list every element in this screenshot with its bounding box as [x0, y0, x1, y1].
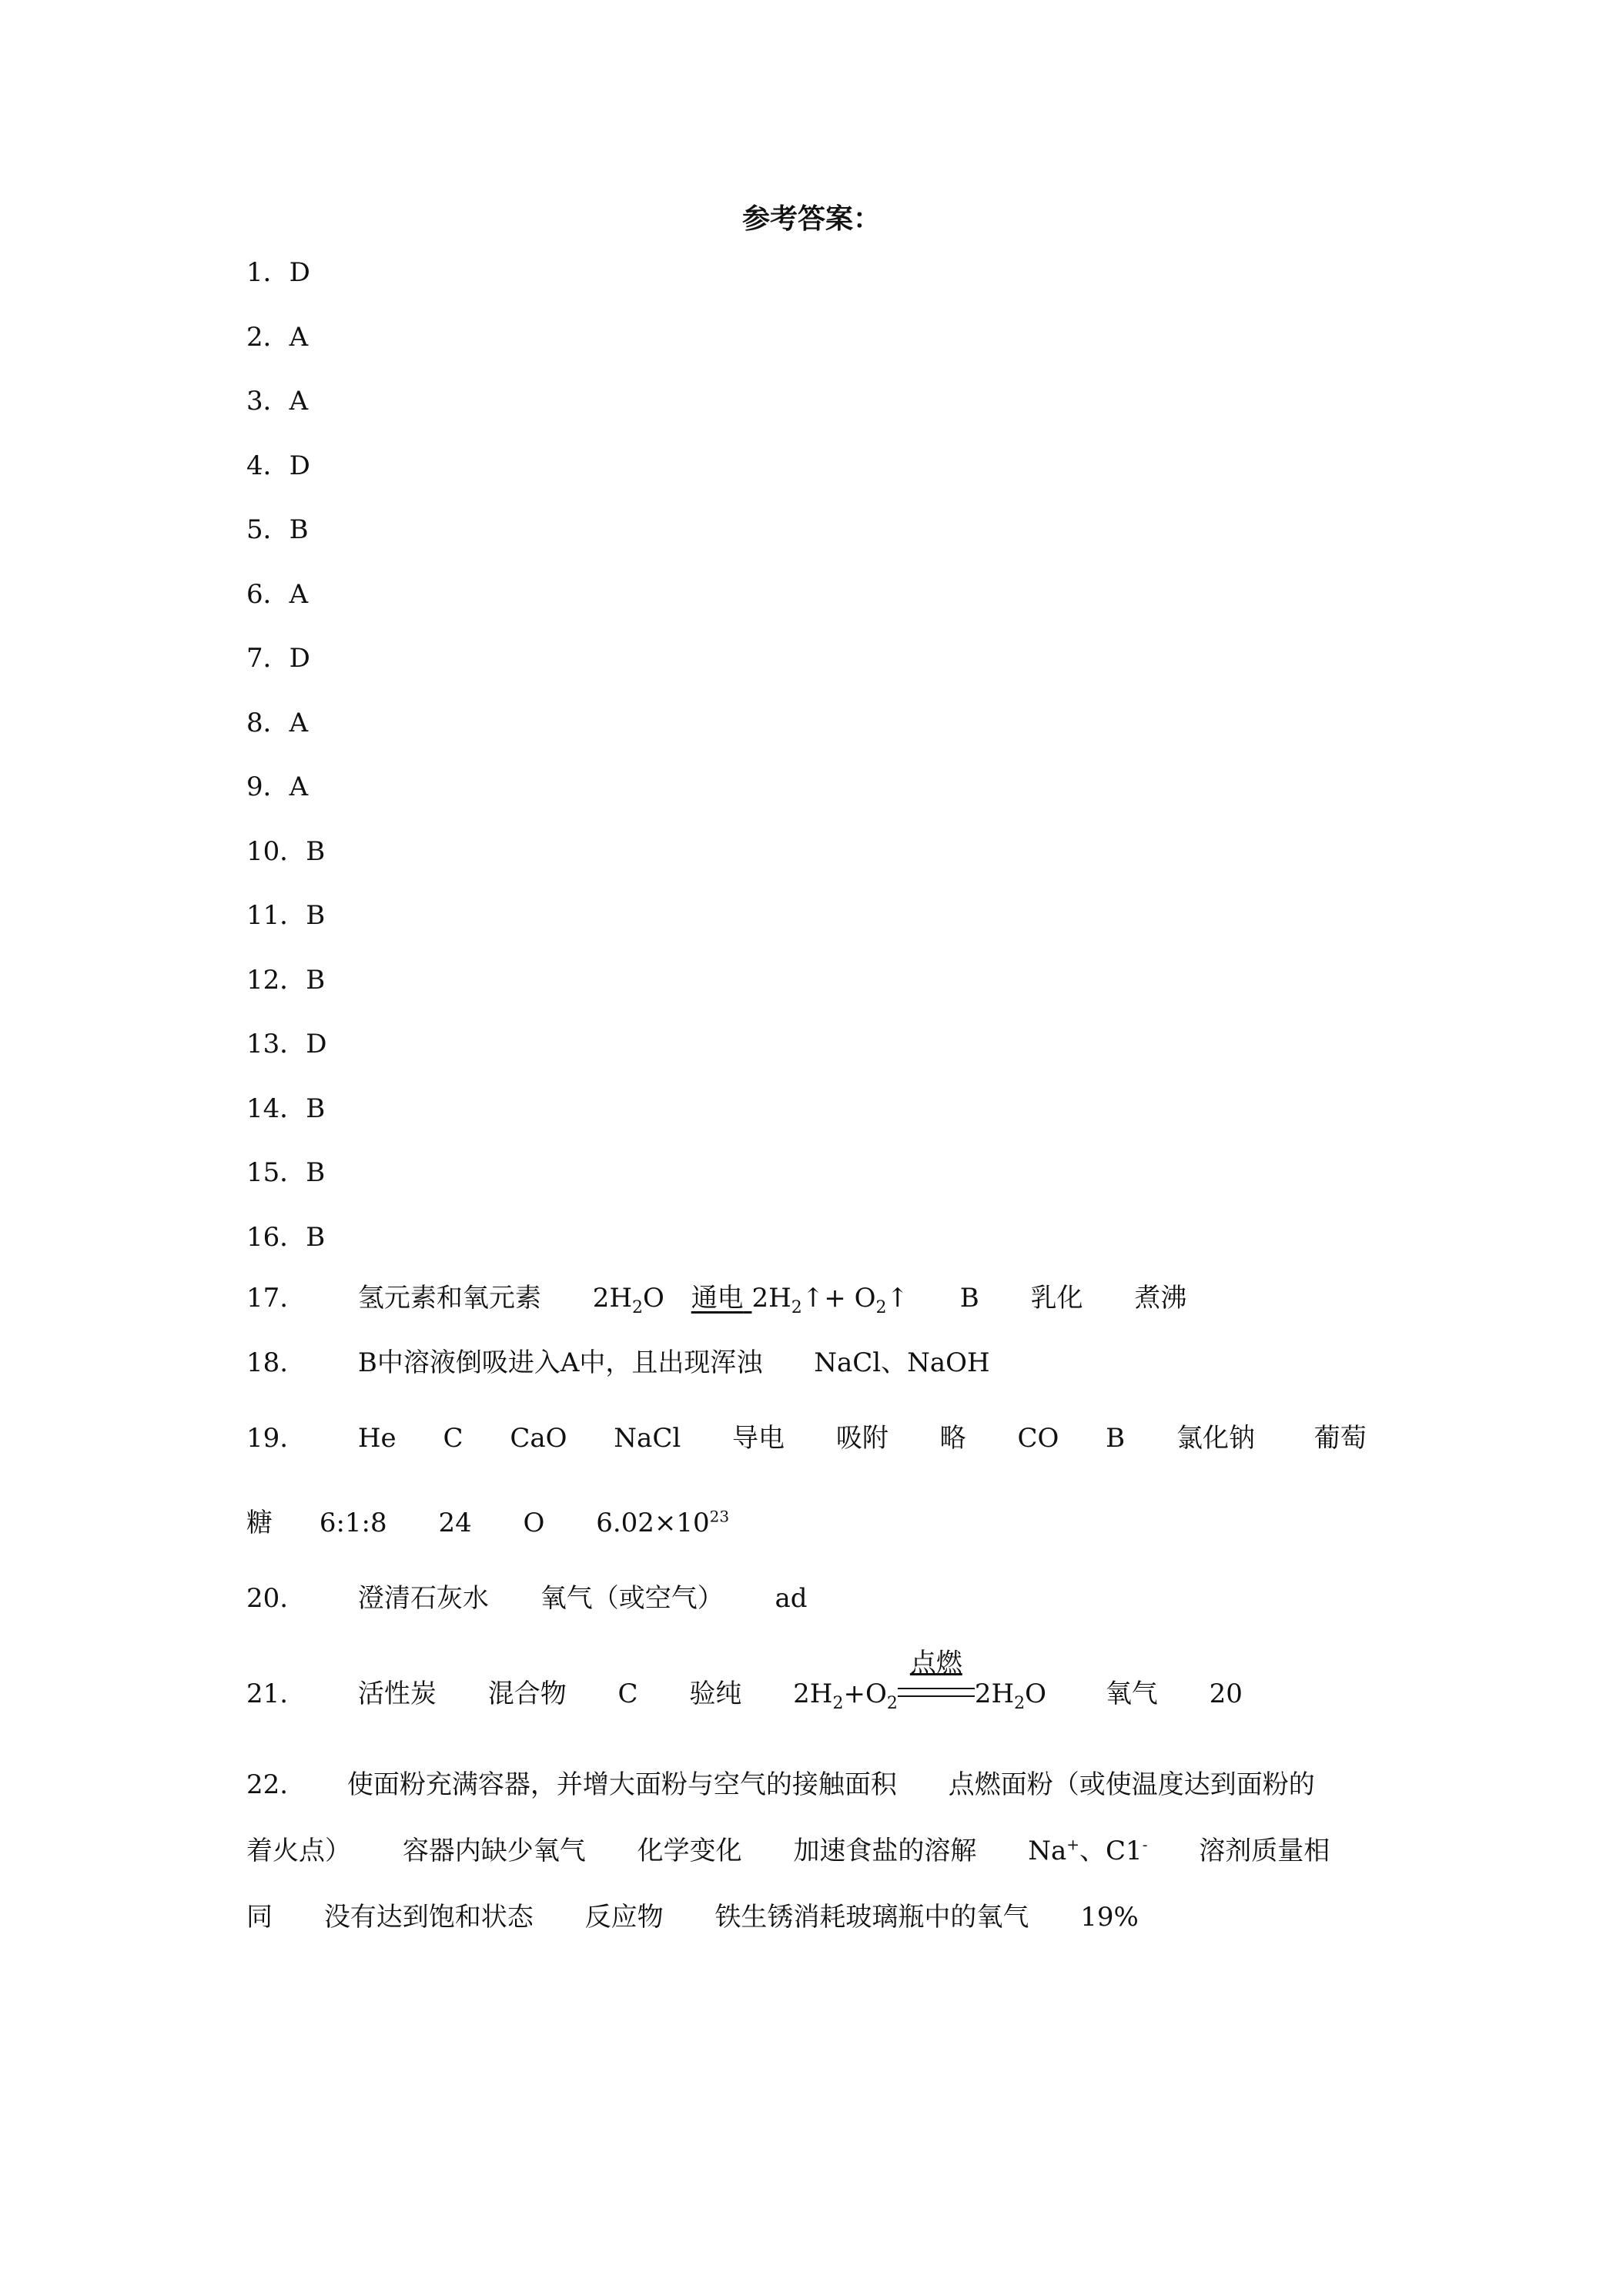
answer-item [246, 383, 308, 420]
answer-text: ad [775, 1583, 808, 1614]
answer-choice: D [289, 450, 310, 481]
question-number: 15． [246, 1157, 306, 1188]
question-number: 10． [246, 836, 306, 867]
question-number: 18. [246, 1347, 289, 1378]
answer-item [246, 1090, 325, 1127]
answer-item [246, 768, 308, 805]
answer-text: B [1106, 1423, 1126, 1454]
answer-choice: A [289, 322, 309, 353]
answer-19 [246, 1420, 1367, 1457]
answer-text: CO [1017, 1423, 1059, 1454]
answer-choice: D [289, 257, 310, 288]
question-number: 12． [246, 965, 306, 996]
answer-text: B [959, 1283, 979, 1314]
page-title: 参考答案： [741, 202, 881, 235]
question-number: 7． [246, 643, 289, 674]
answer-choice: D [289, 643, 310, 674]
answer-text: 20 [1209, 1678, 1243, 1709]
answer-text: 吸附 [835, 1423, 888, 1454]
answer-choice: B [306, 836, 326, 867]
answer-text: He [357, 1423, 397, 1454]
answer-text: 氧气 [1105, 1678, 1158, 1709]
answer-text: 略 [939, 1423, 966, 1454]
answer-text: NaCl [614, 1423, 681, 1454]
answer-text: 同 [246, 1902, 273, 1933]
answer-text: 19% [1080, 1902, 1139, 1933]
answer-item [246, 511, 309, 548]
question-number: 5． [246, 514, 289, 545]
answer-text: 氯化钠 [1176, 1423, 1255, 1454]
answer-text: C [443, 1423, 463, 1454]
answer-text: NaCl、NaOH [814, 1347, 990, 1378]
answer-text: 乳化 [1030, 1283, 1083, 1314]
answer-text: 糖 [246, 1508, 273, 1538]
answer-text: 着火点） [246, 1836, 351, 1866]
answer-text: 点燃面粉（或使温度达到面粉的 [948, 1769, 1315, 1800]
answer-text: 验纯 [689, 1678, 742, 1709]
answer-text: 澄清石灰水 [357, 1583, 489, 1614]
question-number: 22. [246, 1769, 289, 1800]
question-number: 21. [246, 1678, 289, 1709]
answer-22-continued [246, 1832, 1330, 1869]
answer-choice: B [306, 1157, 326, 1188]
answer-18 [246, 1344, 990, 1381]
answer-text: 煮沸 [1134, 1283, 1187, 1314]
answer-item [246, 319, 308, 356]
answer-choice: A [289, 579, 309, 610]
answer-choice: B [306, 965, 326, 996]
answer-choice: B [289, 514, 309, 545]
question-number: 8． [246, 708, 289, 738]
question-number: 13． [246, 1029, 306, 1059]
answer-item [246, 1154, 325, 1191]
answer-item [246, 640, 310, 677]
answer-text: 导电 [732, 1423, 785, 1454]
answer-choice: D [306, 1029, 327, 1059]
answer-text: 氧气（或空气） [540, 1583, 724, 1614]
answer-text: 没有达到饱和状态 [323, 1902, 534, 1933]
question-number: 19. [246, 1423, 289, 1454]
answer-text: 6:1:8 [319, 1508, 387, 1538]
answer-choice: A [289, 386, 309, 417]
answer-item [246, 1219, 325, 1256]
question-number: 4． [246, 450, 289, 481]
answer-text: 活性炭 [357, 1678, 437, 1709]
answer-text: 氢元素和氧元素 [357, 1283, 541, 1314]
answer-22-continued [246, 1899, 1139, 1936]
answer-text: O [523, 1508, 545, 1538]
answer-choice: B [306, 1093, 326, 1124]
answer-text: C [617, 1678, 638, 1709]
question-number: 17. [246, 1283, 289, 1314]
answer-choice: B [306, 900, 326, 931]
answer-item [246, 1026, 327, 1063]
question-number: 3． [246, 386, 289, 417]
answer-text: 容器内缺少氧气 [402, 1836, 586, 1866]
chemical-equation: $2H_2O$ 通电 $2H_2↑+$ $O_2↑$ [592, 1283, 909, 1317]
answer-choice: A [289, 708, 309, 738]
answer-text: 混合物 [487, 1678, 567, 1709]
answer-22 [246, 1766, 1315, 1803]
answer-item [246, 576, 308, 613]
chemical-equation: $2H_2+O_2$ 点燃 $2H_2O$ [793, 1648, 1046, 1713]
answer-item [246, 705, 308, 741]
ion-list: Na+、C1- [1028, 1835, 1148, 1866]
question-number: 1． [246, 257, 289, 288]
question-number: 14． [246, 1093, 306, 1124]
answer-text: CaO [510, 1423, 567, 1454]
answer-text: 使面粉充满容器，并增大面粉与空气的接触面积 [346, 1769, 897, 1800]
reaction-condition: 通电 [691, 1283, 744, 1314]
answer-item [246, 833, 325, 870]
answer-text: 化学变化 [637, 1836, 742, 1866]
question-number: 9． [246, 771, 289, 802]
answer-text: 铁生锈消耗玻璃瓶中的氧气 [714, 1902, 1029, 1933]
answer-text: 反应物 [584, 1902, 664, 1933]
answer-text: 溶剂质量相 [1199, 1836, 1330, 1866]
answer-item [246, 962, 325, 999]
answer-choice: B [306, 1222, 326, 1253]
question-number: 11． [246, 900, 306, 931]
answer-text: 24 [438, 1508, 472, 1538]
question-number: 16． [246, 1222, 306, 1253]
reaction-condition: 点燃 [898, 1675, 975, 1712]
answer-text: 加速食盐的溶解 [793, 1836, 977, 1866]
question-number: 2． [246, 322, 289, 353]
answer-item [246, 897, 325, 934]
answer-choice: A [289, 771, 309, 802]
answer-19-continued [246, 1504, 729, 1541]
answer-text: B中溶液倒吸进入A中，且出现浑浊 [357, 1347, 763, 1378]
answer-17 [246, 1280, 1186, 1317]
avogadro-number: $6.02\times 10^{23}$ [596, 1507, 730, 1538]
answer-text: 葡萄 [1313, 1423, 1367, 1454]
answer-21 [246, 1648, 1243, 1713]
question-number: 6． [246, 579, 289, 610]
answer-item [246, 447, 310, 484]
question-number: 20. [246, 1583, 289, 1614]
answer-item [246, 254, 310, 291]
answer-20 [246, 1580, 808, 1617]
